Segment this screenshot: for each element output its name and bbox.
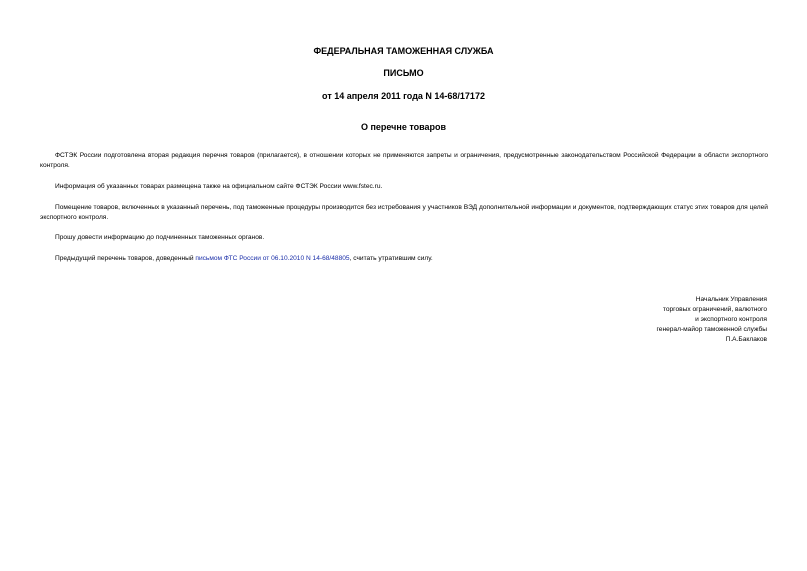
- document-date-number: от 14 апреля 2011 года N 14-68/17172: [322, 91, 485, 101]
- signature-line-1: Начальник Управления: [695, 296, 767, 303]
- paragraph-5-after: , считать утратившим силу.: [349, 255, 433, 262]
- previous-letter-link[interactable]: письмом ФТС России от 06.10.2010 N 14-68/48805: [195, 255, 350, 262]
- signature-name: П.А.Баклаков: [725, 336, 767, 343]
- paragraph-4: [40, 233, 768, 243]
- paragraph-5-text: [40, 254, 768, 264]
- paragraph-4-text: Прошу довести информацию до подчиненных таможенных органов.: [55, 234, 265, 241]
- paragraph-2-text: Информация об указанных товарах размещена также на официальном сайте ФСТЭК России www.fstec.ru.: [55, 183, 383, 190]
- signature-line-2: торговых ограничений, валютного: [662, 306, 767, 313]
- paragraph-5-before: Предыдущий перечень товаров, доведенный: [55, 255, 196, 262]
- document-subject: О перечне товаров: [360, 122, 447, 132]
- paragraph-1-text: ФСТЭК России подготовлена вторая редакция перечня товаров (прилагается), в отношении которых не применяются запреты и ограничения, предусмотренные законодательством Российской Федерации в области экспортного контроля.: [40, 152, 768, 169]
- paragraph-3-text: Помещение товаров, включенных в указанный перечень, под таможенные процедуры производится без истребования у участников ВЭД дополнительной информации и документов, подтверждающих статус этих товаров для целей экспортного контроля.: [40, 204, 768, 221]
- paragraph-5: [40, 254, 768, 264]
- paragraph-2: [40, 182, 768, 192]
- paragraph-1: [40, 151, 768, 171]
- agency-title: ФЕДЕРАЛЬНАЯ ТАМОЖЕННАЯ СЛУЖБА: [313, 46, 494, 56]
- signature-line-3: и экспортного контроля: [695, 316, 767, 323]
- signature-line-4: генерал-майор таможенной службы: [656, 326, 767, 333]
- paragraph-3: [40, 203, 768, 223]
- document-type: ПИСЬМО: [383, 68, 424, 78]
- signature-block: [657, 295, 767, 345]
